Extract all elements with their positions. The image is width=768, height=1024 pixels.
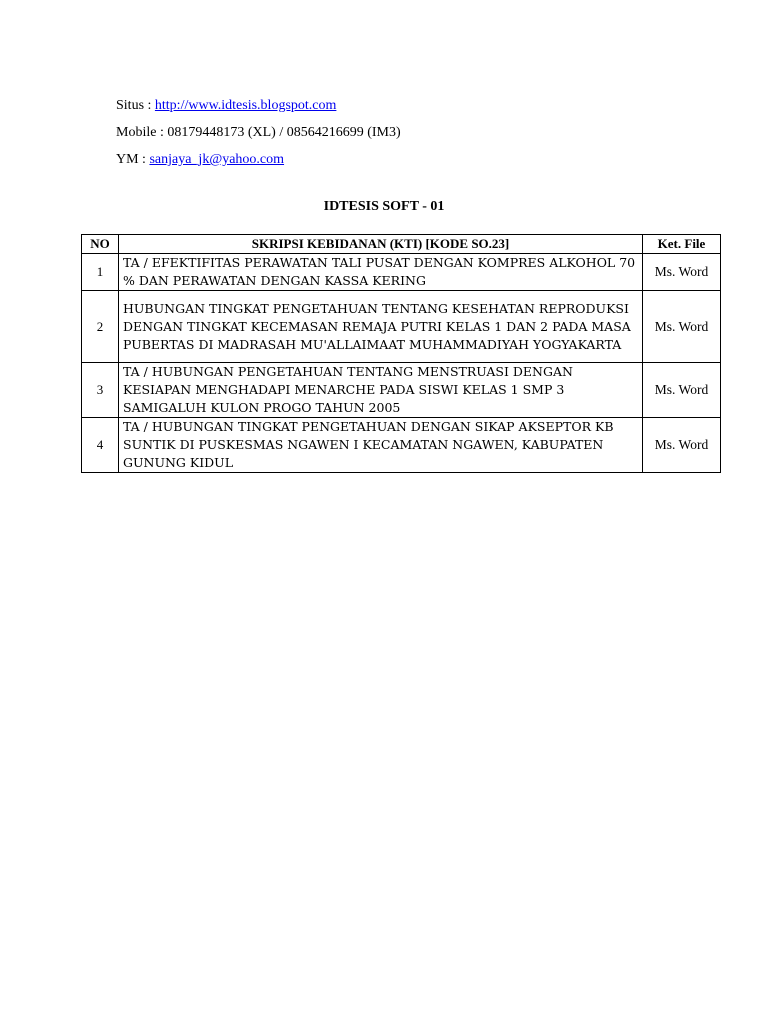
row-file-type: Ms. Word [643,418,721,473]
thesis-catalog-table [81,234,721,473]
row-number: 4 [82,418,119,473]
header-title: SKRIPSI KEBIDANAN (KTI) [KODE SO.23] [119,235,643,254]
row-title: TA / EFEKTIFITAS PERAWATAN TALI PUSAT DENGAN KOMPRES ALKOHOL 70 % DAN PERAWATAN DENGAN KASSA KERING [119,254,643,291]
table-header-row [82,235,721,254]
row-title: TA / HUBUNGAN TINGKAT PENGETAHUAN DENGAN SIKAP AKSEPTOR KB SUNTIK DI PUSKESMAS NGAWEN I KECAMATAN NGAWEN, KABUPATEN GUNUNG KIDUL [119,418,643,473]
contact-block [116,92,401,173]
row-file-type: Ms. Word [643,254,721,291]
table-row [82,254,721,291]
mobile-line: Mobile : 08179448173 (XL) / 08564216699 (IM3) [116,125,401,140]
ym-line [116,146,401,173]
row-title: HUBUNGAN TINGKAT PENGETAHUAN TENTANG KESEHATAN REPRODUKSI DENGAN TINGKAT KECEMASAN REMAJA PUTRI KELAS 1 DAN 2 PADA MASA PUBERTAS DI MADRASAH MU'ALLAIMAAT MUHAMMADIYAH YOGYAKARTA [119,291,643,363]
row-number: 2 [82,291,119,363]
document-title: IDTESIS SOFT - 01 [323,199,445,214]
site-link[interactable]: http://www.idtesis.blogspot.com [154,98,337,113]
row-file-type: Ms. Word [643,363,721,418]
ym-label: YM : [116,152,150,167]
row-file-type: Ms. Word [643,291,721,363]
row-number: 3 [82,363,119,418]
site-label: Situs : [116,98,155,113]
row-number: 1 [82,254,119,291]
table-row [82,291,721,363]
header-file: Ket. File [643,235,721,254]
site-line [116,92,401,119]
ym-email-link[interactable]: sanjaya_jk@yahoo.com [149,152,285,167]
row-title: TA / HUBUNGAN PENGETAHUAN TENTANG MENSTRUASI DENGAN KESIAPAN MENGHADAPI MENARCHE PADA SISWI KELAS 1 SMP 3 SAMIGALUH KULON PROGO TAHUN 2005 [119,363,643,418]
table-row [82,418,721,473]
table-row [82,363,721,418]
header-no: NO [82,235,119,254]
